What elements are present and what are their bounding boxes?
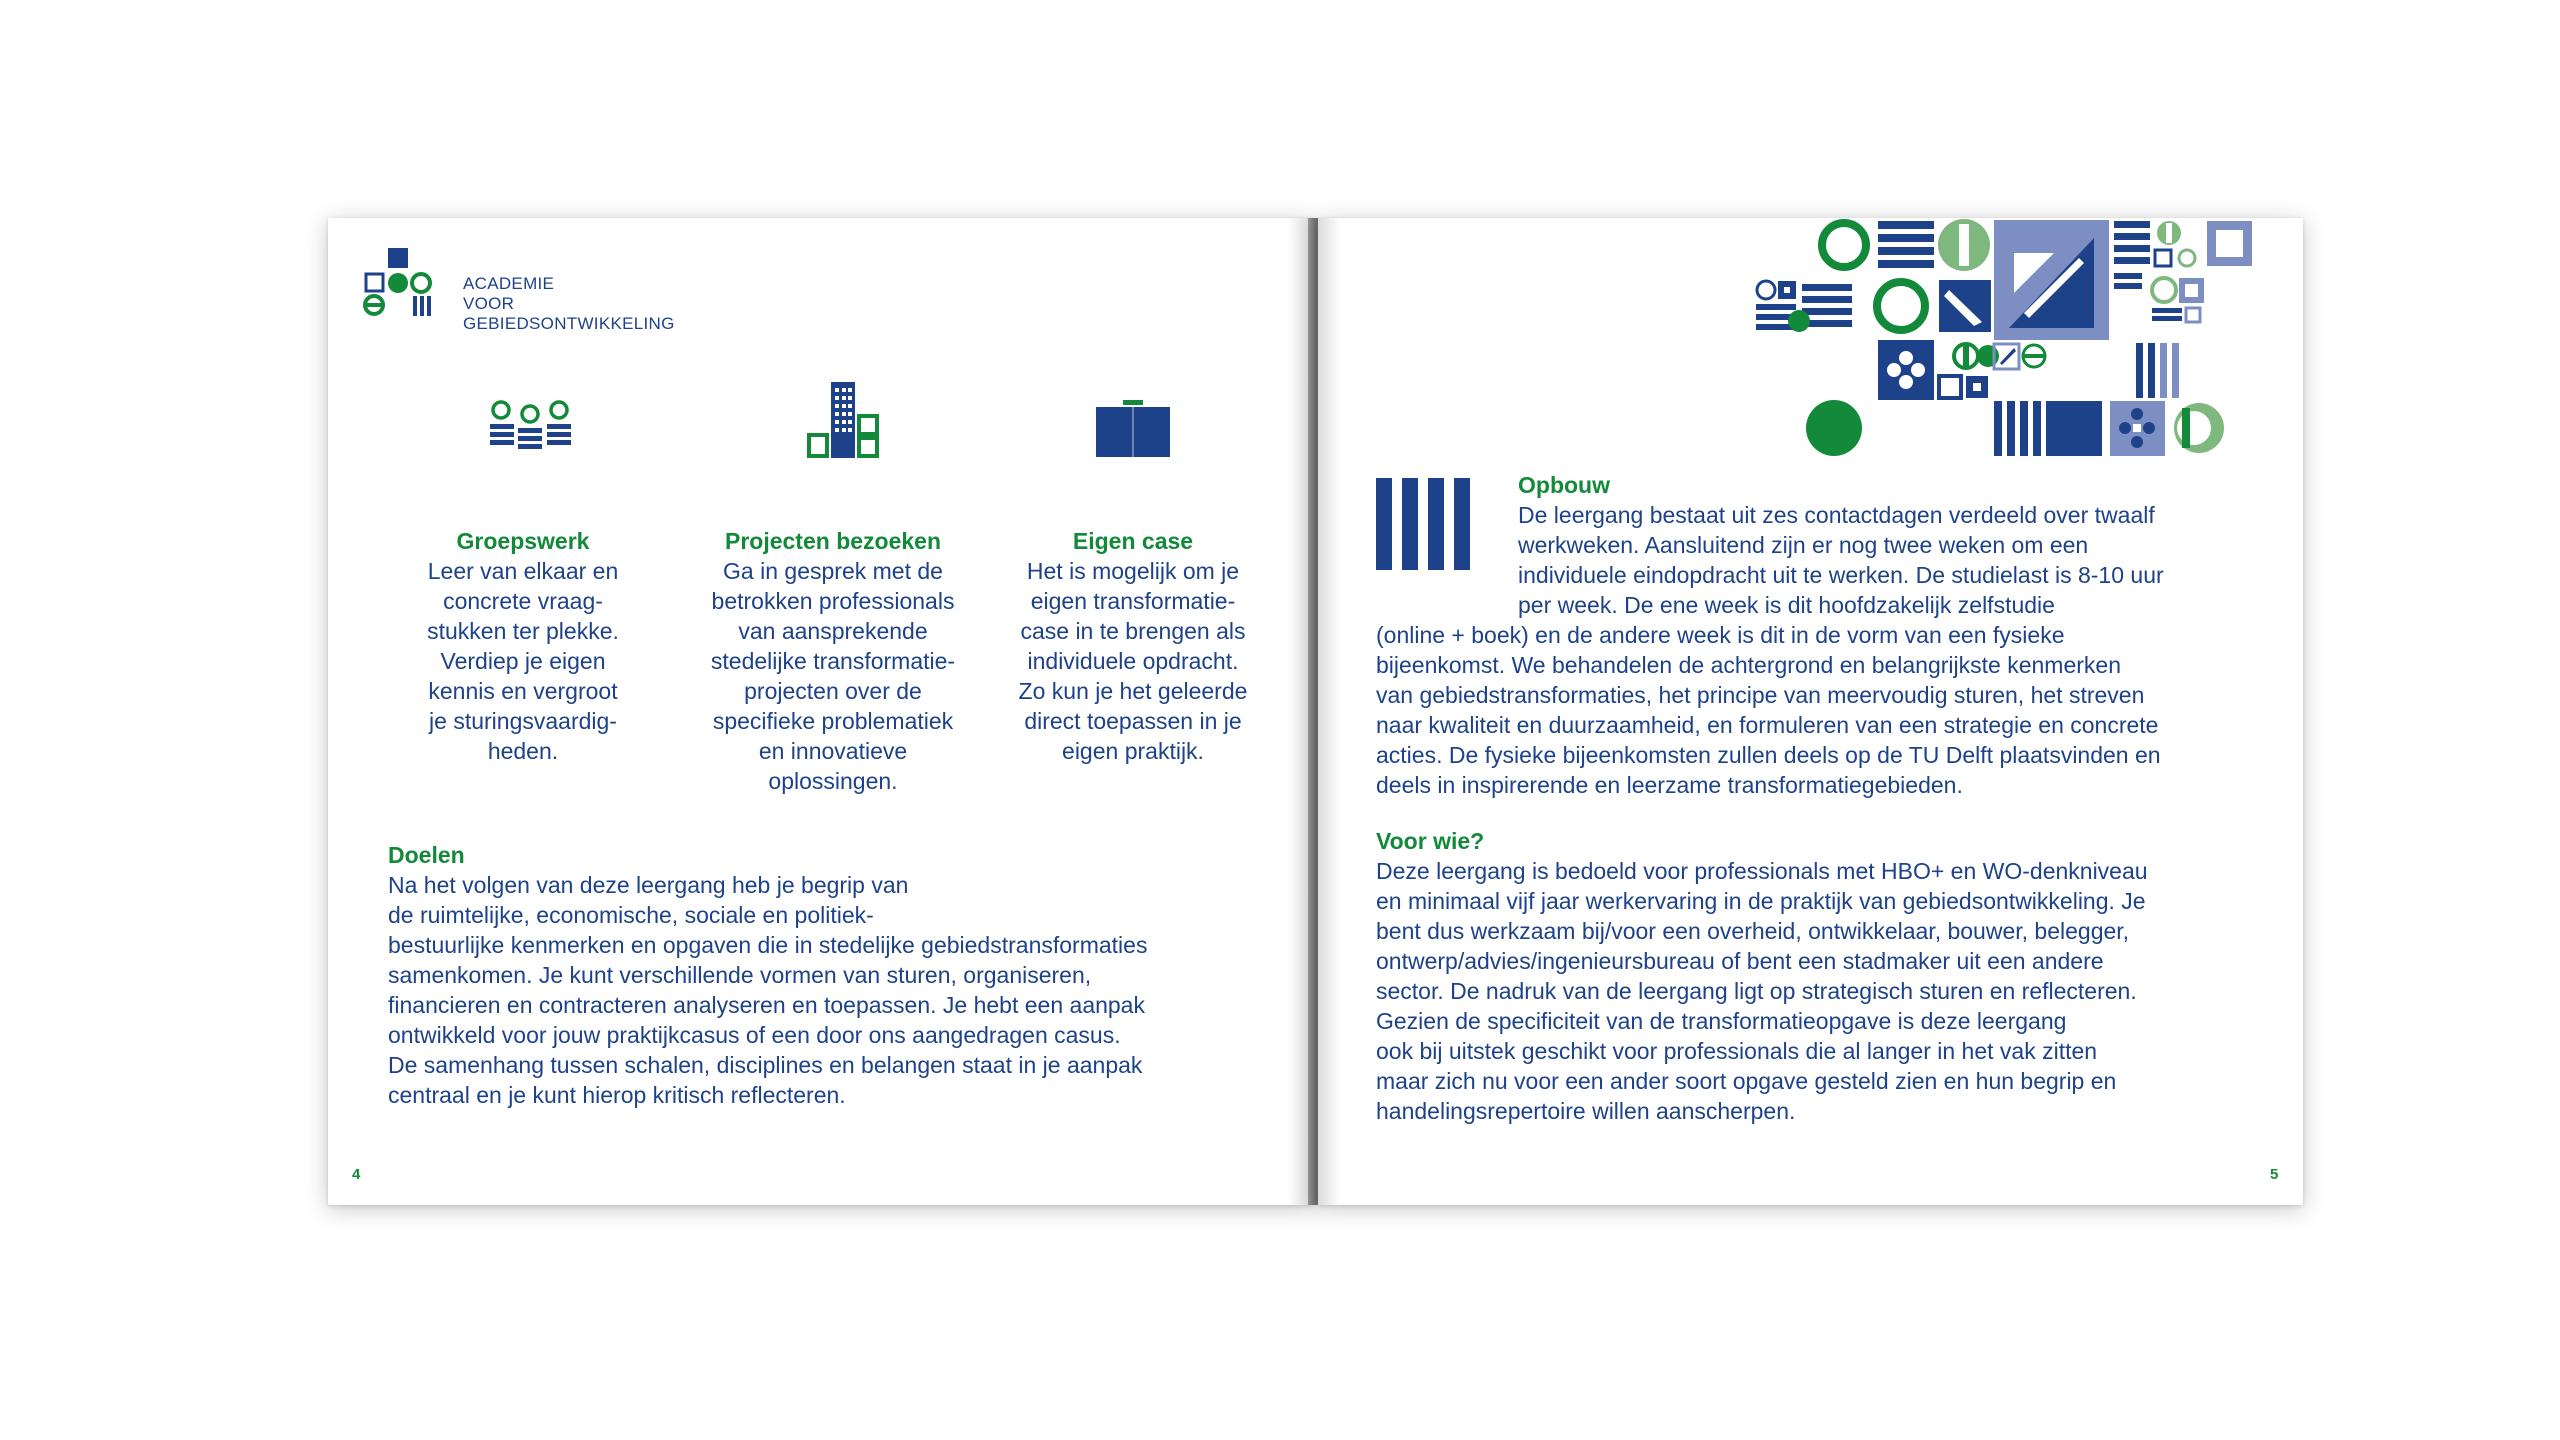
opbouw-line: van gebiedstransformaties, het principe van meervoudig sturen, het streven bbox=[1376, 682, 2145, 708]
feature-line: oplossingen. bbox=[768, 768, 898, 794]
feature-line: Ga in gesprek met de bbox=[723, 558, 943, 584]
feature-line: betrokken professionals bbox=[711, 588, 955, 614]
feature-line: individuele opdracht. bbox=[1027, 648, 1239, 674]
feature-line: case in te brengen als bbox=[1020, 618, 1246, 644]
logo bbox=[361, 248, 451, 333]
geometric-pattern-icon bbox=[1754, 218, 2303, 458]
brochure-spread bbox=[328, 218, 2303, 1205]
feature-title: Eigen case bbox=[1072, 528, 1194, 554]
doelen-line: bestuurlijke kenmerken en opgaven die in stedelijke gebiedstransformaties bbox=[388, 932, 1148, 958]
voor-wie-line: ook bij uitstek geschikt voor professionals die al langer in het vak zitten bbox=[1376, 1038, 2098, 1064]
people-group-icon bbox=[488, 400, 572, 463]
feature-line: Zo kun je het geleerde bbox=[1018, 678, 1248, 704]
doelen-line: financieren en contracteren analyseren en toepassen. Je hebt een aanpak bbox=[388, 992, 1145, 1018]
logo-wordmark bbox=[463, 274, 723, 334]
feature-line: specifieke problematiek bbox=[712, 708, 954, 734]
academie-logo-icon bbox=[361, 248, 451, 328]
opbouw-body bbox=[1376, 620, 2161, 800]
feature-title: Projecten bezoeken bbox=[724, 528, 942, 554]
feature-line: heden. bbox=[487, 738, 559, 764]
buildings-icon bbox=[804, 380, 884, 465]
feature-line: concrete vraag- bbox=[443, 588, 603, 614]
voor-wie-line: sector. De nadruk van de leergang ligt op strategisch sturen en reflecteren. bbox=[1376, 978, 2137, 1004]
voor-wie-body bbox=[1376, 856, 2148, 1126]
voor-wie-line: Deze leergang is bedoeld voor professionals met HBO+ en WO-denkniveau bbox=[1376, 858, 2148, 884]
doelen-body bbox=[388, 870, 1147, 1110]
geometric-pattern bbox=[1754, 218, 2303, 463]
voor-wie-line: handelingsrepertoire willen aanscherpen. bbox=[1376, 1098, 1796, 1124]
opbouw-line: acties. De fysieke bijeenkomsten zullen deels op de TU Delft plaatsvinden en bbox=[1376, 742, 2161, 768]
feature-line: en innovatieve bbox=[758, 738, 908, 764]
feature-line: stedelijke transformatie- bbox=[710, 648, 956, 674]
logo-line: VOOR bbox=[463, 294, 515, 313]
voor-wie-line: bent dus werkzaam bij/voor een overheid, ontwikkelaar, bouwer, belegger, bbox=[1376, 918, 2130, 944]
opbouw-line: deels in inspirerende en leerzame transformatiegebieden. bbox=[1376, 772, 1963, 798]
page-number: 5 bbox=[2270, 1166, 2279, 1183]
doelen-heading: Doelen bbox=[388, 842, 465, 868]
doelen-line: de ruimtelijke, economische, sociale en politiek- bbox=[388, 902, 874, 928]
feature-line: Verdiep je eigen bbox=[440, 648, 606, 674]
bars-icon bbox=[1376, 478, 1472, 575]
opbouw-line: individuele eindopdracht uit te werken. De studielast is 8-10 uur bbox=[1518, 562, 2164, 588]
doelen-line: Na het volgen van deze leergang heb je begrip van bbox=[388, 872, 909, 898]
voor-wie-line: ontwerp/advies/ingenieursbureau of bent een stadmaker uit een andere bbox=[1376, 948, 2104, 974]
feature-line: stukken ter plekke. bbox=[427, 618, 619, 644]
doelen-line: ontwikkeld voor jouw praktijkcasus of een door ons aangedragen casus. bbox=[388, 1022, 1121, 1048]
doelen-line: centraal en je kunt hierop kritisch reflecteren. bbox=[388, 1082, 846, 1108]
doelen-line: samenkomen. Je kunt verschillende vormen van sturen, organiseren, bbox=[388, 962, 1092, 988]
logo-line: GEBIEDSONTWIKKELING bbox=[463, 314, 675, 333]
feature-line: van aansprekende bbox=[738, 618, 928, 644]
opbouw-line: naar kwaliteit en duurzaamheid, en formuleren van een strategie en concrete bbox=[1376, 712, 2159, 738]
opbouw-line: De leergang bestaat uit zes contactdagen verdeeld over twaalf bbox=[1518, 502, 2155, 528]
feature-line: direct toepassen in je bbox=[1024, 708, 1242, 734]
opbouw-line: per week. De ene week is dit hoofdzakelijk zelfstudie bbox=[1518, 592, 2055, 618]
left-page bbox=[328, 218, 1314, 1205]
briefcase-icon bbox=[1095, 398, 1171, 463]
opbouw-heading: Opbouw bbox=[1518, 472, 1610, 498]
feature-line: je sturingsvaardig- bbox=[429, 708, 617, 734]
doelen-line: De samenhang tussen schalen, disciplines en belangen staat in je aanpak bbox=[388, 1052, 1143, 1078]
feature-line: eigen transformatie- bbox=[1030, 588, 1236, 614]
feature-line: eigen praktijk. bbox=[1062, 738, 1204, 764]
feature-title: Groepswerk bbox=[456, 528, 590, 554]
logo-line: ACADEMIE bbox=[463, 274, 555, 293]
feature-line: projecten over de bbox=[744, 678, 922, 704]
voor-wie-line: maar zich nu voor een ander soort opgave gesteld zien en hun begrip en bbox=[1376, 1068, 2117, 1094]
voor-wie-line: en minimaal vijf jaar werkervaring in de praktijk van gebiedsontwikkeling. Je bbox=[1376, 888, 2146, 914]
voor-wie-line: Gezien de specificiteit van de transformatieopgave is deze leergang bbox=[1376, 1008, 2067, 1034]
opbouw-indented-body bbox=[1518, 500, 2164, 620]
voor-wie-heading: Voor wie? bbox=[1376, 828, 1485, 854]
opbouw-line: werkweken. Aansluitend zijn er nog twee weken om een bbox=[1518, 532, 2089, 558]
feature-line: kennis en vergroot bbox=[428, 678, 618, 704]
feature-line: Het is mogelijk om je bbox=[1026, 558, 1240, 584]
opbouw-line: (online + boek) en de andere week is dit in de vorm van een fysieke bbox=[1376, 622, 2065, 648]
page-number: 4 bbox=[352, 1166, 361, 1183]
feature-line: Leer van elkaar en bbox=[427, 558, 619, 584]
opbouw-line: bijeenkomst. We behandelen de achtergrond en belangrijkste kenmerken bbox=[1376, 652, 2121, 678]
right-page bbox=[1318, 218, 2303, 1205]
